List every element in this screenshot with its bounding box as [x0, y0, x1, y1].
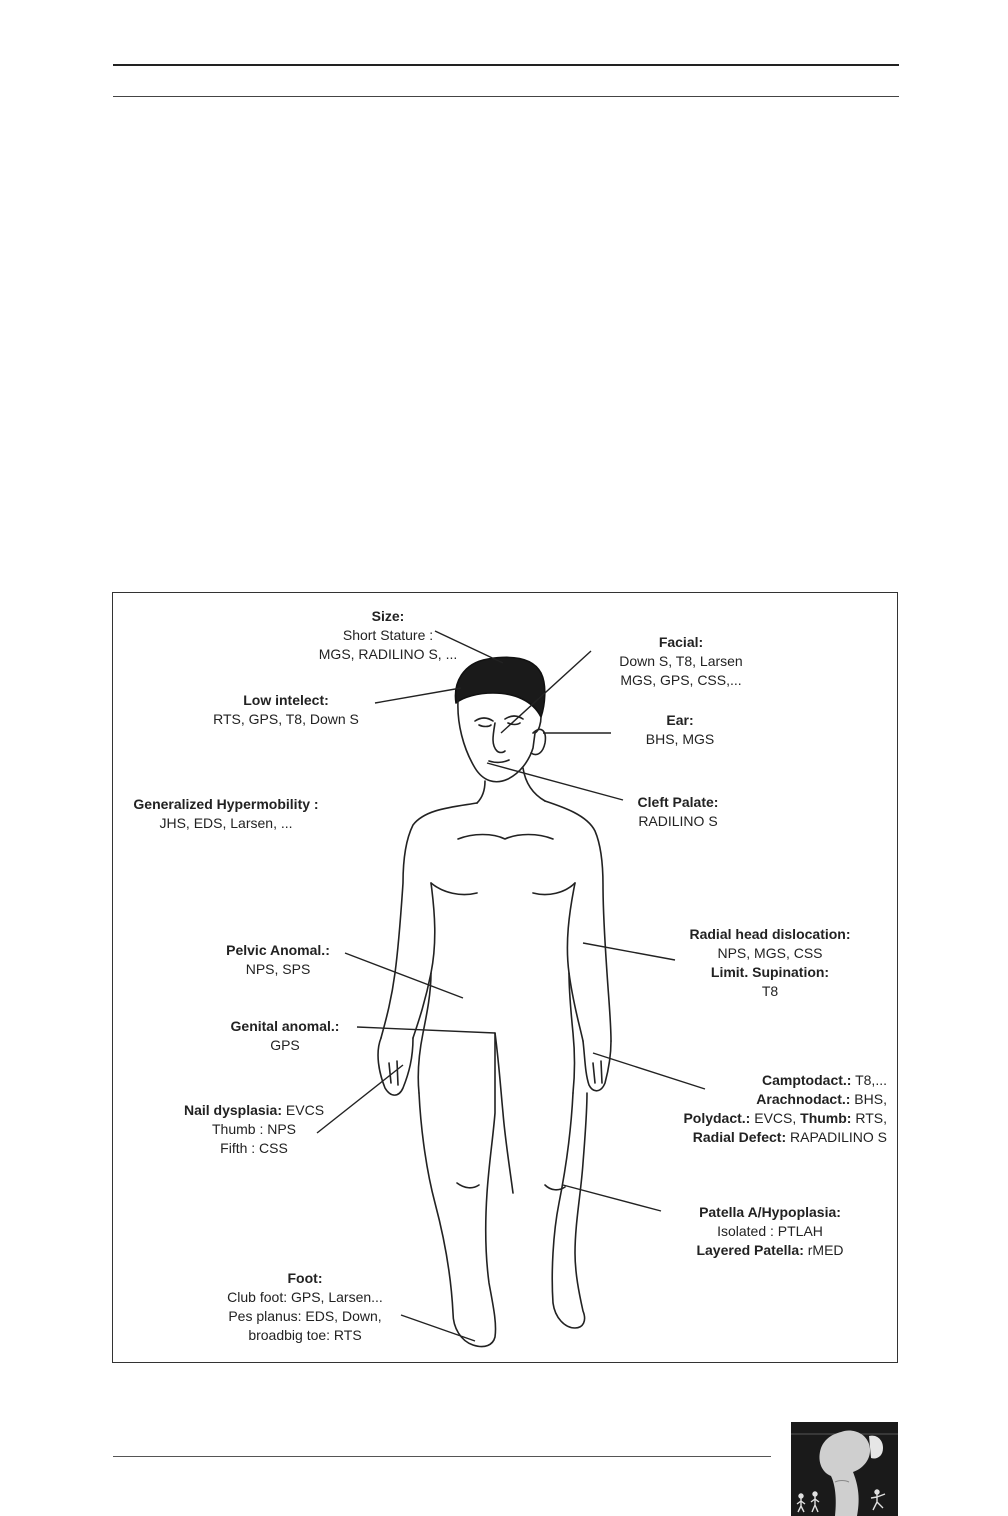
label-pelvic: Pelvic Anomal.: NPS, SPS: [226, 942, 330, 977]
label-radial-head: Radial head dislocation: NPS, MGS, CSS Limit. Supination: T8: [689, 926, 851, 999]
label-hand: Camptodact.: T8,... Arachnodact.: BHS, Polydact.: EVCS, Thumb: RTS, Radial Defect: RAPADILINO S: [683, 1072, 887, 1145]
label-foot: Foot: Club foot: GPS, Larsen... Pes planus: EDS, Down, broadbig toe: RTS: [227, 1270, 383, 1343]
header-rule-sub: [113, 96, 899, 97]
footer-rule: [113, 1456, 771, 1457]
facial-leader-line: [501, 651, 591, 733]
label-nail-dysplasia: Nail dysplasia: EVCS Thumb : NPS Fifth : CSS: [183, 1102, 325, 1156]
intelect-leader-line: [375, 688, 461, 703]
header-rule-top: [113, 64, 899, 66]
cleft-leader-line: [487, 763, 623, 800]
pelvic-leader-line: [345, 953, 463, 998]
radial-leader-line: [583, 943, 675, 960]
foot-leader-line: [401, 1315, 475, 1341]
genital-leader-line: [357, 1027, 495, 1033]
label-low-intelect: Low intelect: RTS, GPS, T8, Down S: [213, 692, 359, 727]
label-size: Size: Short Stature : MGS, RADILINO S, ...: [318, 608, 458, 662]
label-ear: Ear: BHS, MGS: [645, 712, 715, 747]
knee-joint-thumbnail-icon: [791, 1422, 898, 1516]
knee-joint-thumbnail-icon: [791, 1422, 898, 1516]
body-anomaly-figure: [112, 592, 898, 1363]
label-hypermobility: Generalized Hypermobility : JHS, EDS, Larsen, ...: [133, 796, 319, 831]
label-cleft-palate: Cleft Palate: RADILINO S: [637, 794, 719, 829]
patella-leader-line: [563, 1185, 661, 1211]
label-genital: Genital anomal.: GPS: [230, 1018, 340, 1053]
label-facial: Facial: Down S, T8, Larsen MGS, GPS, CSS,...: [619, 634, 743, 688]
label-patella: Patella A/Hypoplasia: Isolated : PTLAH Layered Patella: rMED: [696, 1204, 844, 1258]
